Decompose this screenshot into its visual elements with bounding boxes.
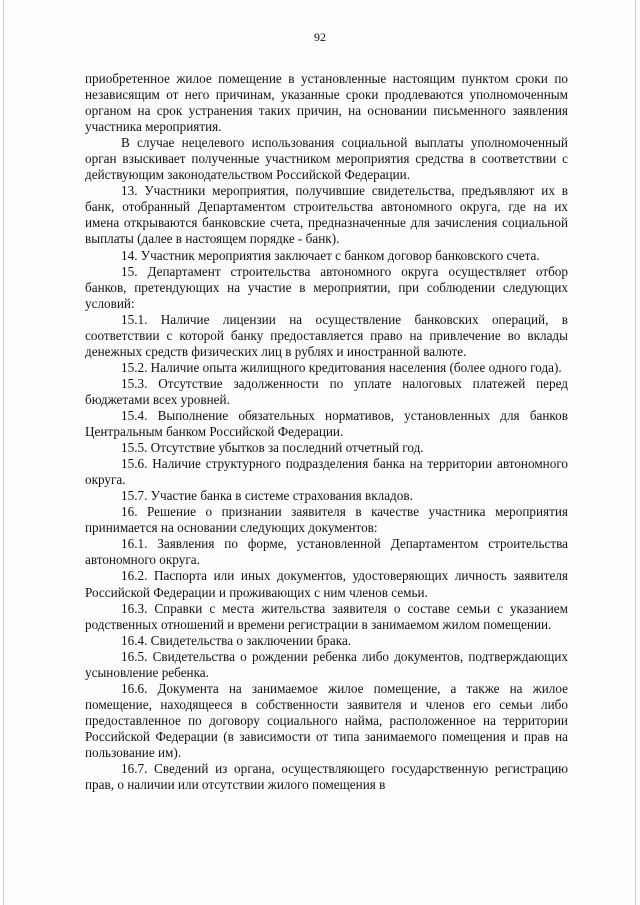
page-number: 92: [314, 30, 326, 44]
paragraph-16-2: 16.2. Паспорта или иных документов, удостоверяющих личность заявителя Российской Федерации и проживающих с ним членов семьи.: [85, 568, 568, 600]
scan-edge-right: [635, 0, 636, 905]
paragraph-16-1: 16.1. Заявления по форме, установленной Департаментом строительства автономного округа.: [85, 536, 568, 568]
paragraph-16-5: 16.5. Свидетельства о рождении ребенка либо документов, подтверждающих усыновление ребенка.: [85, 648, 568, 680]
paragraph-15-3: 15.3. Отсутствие задолженности по уплате налоговых платежей перед бюджетами всех уровней.: [85, 375, 568, 407]
scan-edge-left: [3, 0, 4, 905]
paragraph-misuse-clause: В случае нецелевого использования социальной выплаты уполномоченный орган взыскивает полученные участником мероприятия средства в соответствии с действующим законодательством Российской Федерации.: [85, 135, 568, 183]
paragraph-16: 16. Решение о признании заявителя в качестве участника мероприятия принимается на основании следующих документов:: [85, 504, 568, 536]
paragraph-15-1: 15.1. Наличие лицензии на осуществление банковских операций, в соответствии с которой банку предоставляется право на привлечение во вклады денежных средств физических лиц в рублях и иностранной валюте.: [85, 311, 568, 359]
paragraph-14: 14. Участник мероприятия заключает с банком договор банковского счета.: [121, 247, 540, 263]
paragraph-continuation: приобретенное жилое помещение в установленные настоящим пунктом сроки по независящим от него причинам, указанные сроки продлеваются уполномоченным органом на срок устранения таких причин, на основании письменного заявления участника мероприятия.: [85, 71, 568, 135]
paragraph-16-4: 16.4. Свидетельства о заключении брака.: [121, 632, 352, 648]
paragraph-15-6: 15.6. Наличие структурного подразделения банка на территории автономного округа.: [85, 456, 568, 488]
paragraph-15-7: 15.7. Участие банка в системе страхования вкладов.: [121, 488, 413, 504]
paragraph-16-3: 16.3. Справки с места жительства заявителя о составе семьи с указанием родственных отношений и времени регистрации в занимаемом жилом помещении.: [85, 600, 568, 632]
paragraph-15-4: 15.4. Выполнение обязательных нормативов, установленных для банков Центральным банком Российской Федерации.: [85, 407, 568, 440]
paragraph-13: 13. Участники мероприятия, получившие свидетельства, предъявляют их в банк, отобранный Департаментом строительства автономного округа, где на их имена открываются банковские счета, предназначенные для зачисления социальной выплаты (далее в настоящем порядке - банк).: [85, 183, 568, 247]
document-body: [85, 71, 568, 793]
paragraph-16-7: 16.7. Сведений из органа, осуществляющего государственную регистрацию прав, о наличии или отсутствии жилого помещения в: [85, 761, 568, 793]
paragraph-15-5: 15.5. Отсутствие убытков за последний отчетный год.: [121, 440, 424, 456]
paragraph-15-2: 15.2. Наличие опыта жилищного кредитования населения (более одного года).: [121, 359, 562, 375]
paragraph-15: 15. Департамент строительства автономного округа осуществляет отбор банков, претендующих на участие в мероприятии, при соблюдении следующих условий:: [85, 263, 568, 311]
paragraph-16-6: 16.6. Документа на занимаемое жилое помещение, а также на жилое помещение, находящееся в собственности заявителя и членов его семьи либо предоставленное по договору социального найма, расположенное на территории Российской Федерации (в зависимости от типа занимаемого помещения и прав на пользование им).: [85, 680, 568, 760]
